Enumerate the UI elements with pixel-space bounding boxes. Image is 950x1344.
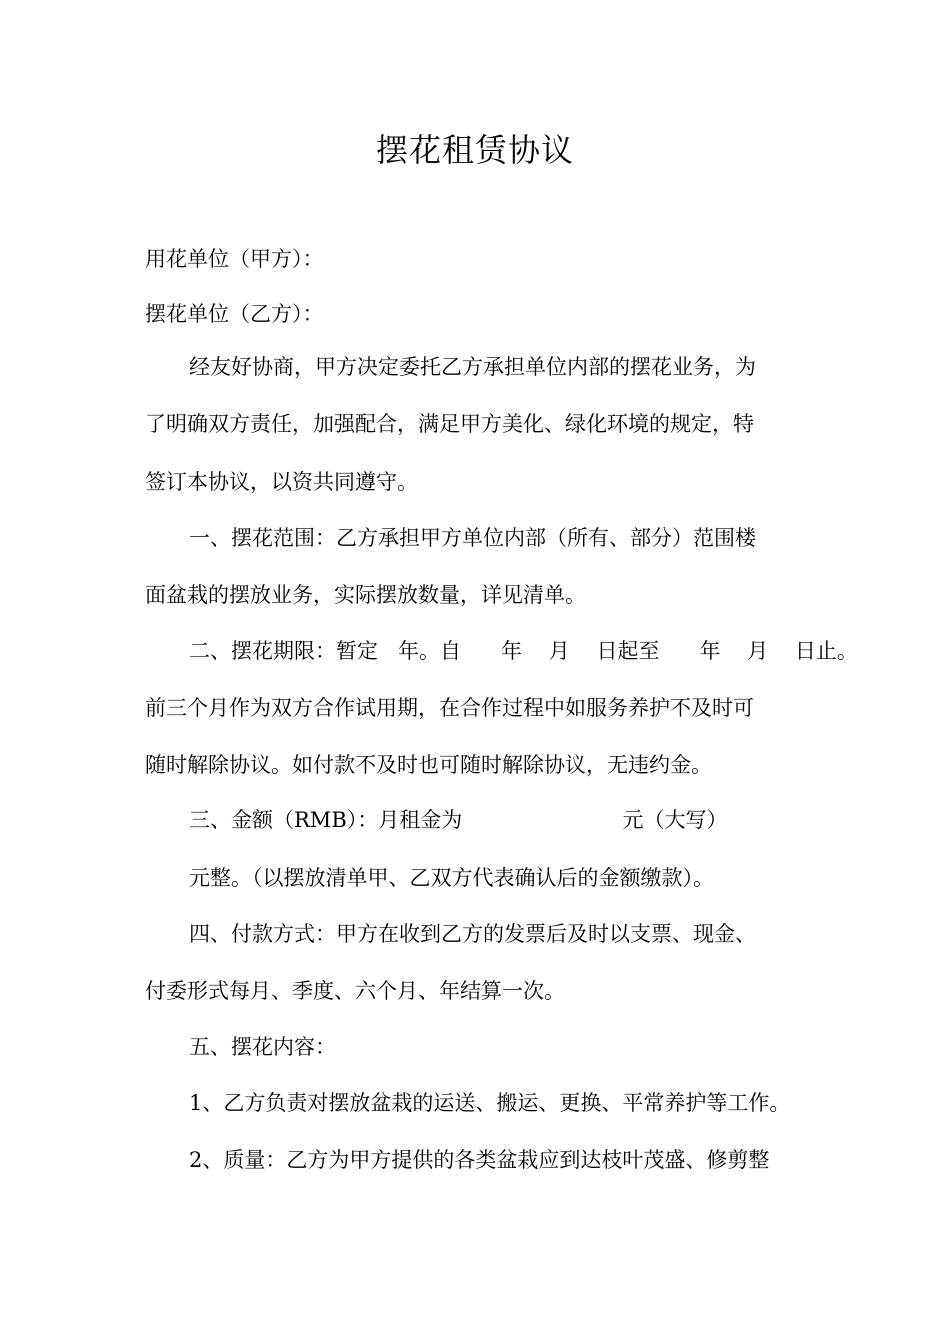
clause-3-line-1: 三、金额（RMB）：月租金为 元（大写） [189,808,728,832]
preamble-line-3: 签订本协议，以资共同遵守。 [145,470,418,494]
clause-5-item-2: 2、质量：乙方为甲方提供的各类盆栽应到达枝叶茂盛、修剪整 [189,1148,770,1172]
clause-4-line-1: 四、付款方式：甲方在收到乙方的发票后及时以支票、现金、 [189,922,756,946]
clause-1-line-2: 面盆栽的摆放业务，实际摆放数量，详见清单。 [145,583,586,607]
document-title: 摆花租赁协议 [375,131,574,169]
party-b-line: 摆花单位（乙方）： [145,302,324,326]
clause-2-line-1: 二、摆花期限：暂定 年。自 年 月 日起至 年 月 日止。 [189,639,858,663]
clause-3-line-2: 元整。（以摆放清单甲、乙双方代表确认后的金额缴款）。 [189,866,714,890]
clause-5-item-1: 1、乙方负责对摆放盆栽的运送、搬运、更换、平常养护等工作。 [189,1091,791,1115]
preamble-line-1: 经友好协商，甲方决定委托乙方承担单位内部的摆花业务，为 [189,355,756,379]
clause-2-line-3: 随时解除协议。如付款不及时也可随时解除协议，无违约金。 [145,753,712,777]
party-a-line: 用花单位（甲方）： [145,247,324,271]
clause-5-heading: 五、摆花内容： [189,1035,336,1059]
clause-4-line-2: 付委形式每月、季度、六个月、年结算一次。 [145,979,565,1003]
preamble-line-2: 了明确双方责任，加强配合，满足甲方美化、绿化环境的规定，特 [145,412,754,436]
clause-2-line-2: 前三个月作为双方合作试用期，在合作过程中如服务养护不及时可 [145,696,754,720]
clause-1-line-1: 一、摆花范围：乙方承担甲方单位内部（所有、部分）范围楼 [189,526,756,550]
